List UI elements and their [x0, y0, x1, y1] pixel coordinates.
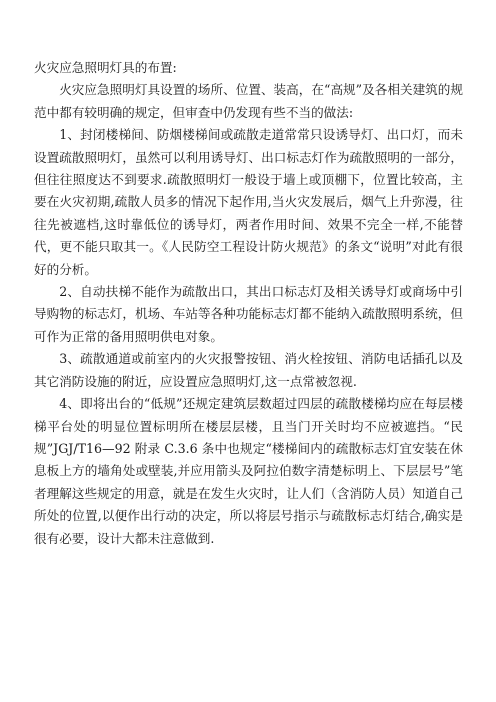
document-heading: 火灾应急照明灯具的布置:	[34, 60, 177, 75]
document-body	[34, 57, 463, 550]
intro-paragraph: 火灾应急照明灯具设置的场所、位置、装高，在“高规”及各相关建筑的规范中都有较明确的规定，但审查中仍发现有些不当的做法:	[34, 82, 463, 120]
item-2-paragraph: 2、自动扶梯不能作为疏散出口，其出口标志灯及相关诱导灯或商场中引导购物的标志灯，机场、车站等各种功能标志灯都不能纳入疏散照明系统，但可作为正常的备用照明供电对象。	[34, 284, 463, 344]
item-3-paragraph: 3、疏散通道或前室内的火灾报警按钮、消火栓按钮、消防电话插孔以及其它消防设施的附近，应设置应急照明灯,这一点常被忽视.	[34, 351, 463, 389]
item-4-paragraph: 4、即将出台的“低规”还规定建筑层数超过四层的疏散楼梯均应在每层楼梯平台处的明显位置标明所在楼层层楼，且当门开关时均不应被遮挡。“民规”JGJ/T16—92 附录 C.3.6 条中也规定“楼梯间内的疏散标志灯宜安装在休息板上方的墙角处或壁装,并应用箭头及阿拉伯数字清楚标明上、下层层号”笔者理解这些规定的用意，就是在发生火灾时，让人们（含消防人员）知道自己所处的位置,以便作出行动的决定，所以将层号指示与疏散标志灯结合,确实是很有必要，设计大都未注意做到.	[34, 396, 463, 546]
item-1-paragraph: 1、封闭楼梯间、防烟楼梯间或疏散走道常常只设诱导灯、出口灯，而未设置疏散照明灯，虽然可以利用诱导灯、出口标志灯作为疏散照明的一部分，但往往照度达不到要求.疏散照明灯一般设于墙上或顶棚下，位置比较高，主要在火灾初期,疏散人员多的情况下起作用,当火灾发展后，烟气上升弥漫，往往先被遮档,这时靠低位的诱导灯，两者作用时间、效果不完全一样,不能替代，更不能只取其一。《人民防空工程设计防火规范》的条文“说明”对此有很好的分析。	[34, 127, 463, 277]
